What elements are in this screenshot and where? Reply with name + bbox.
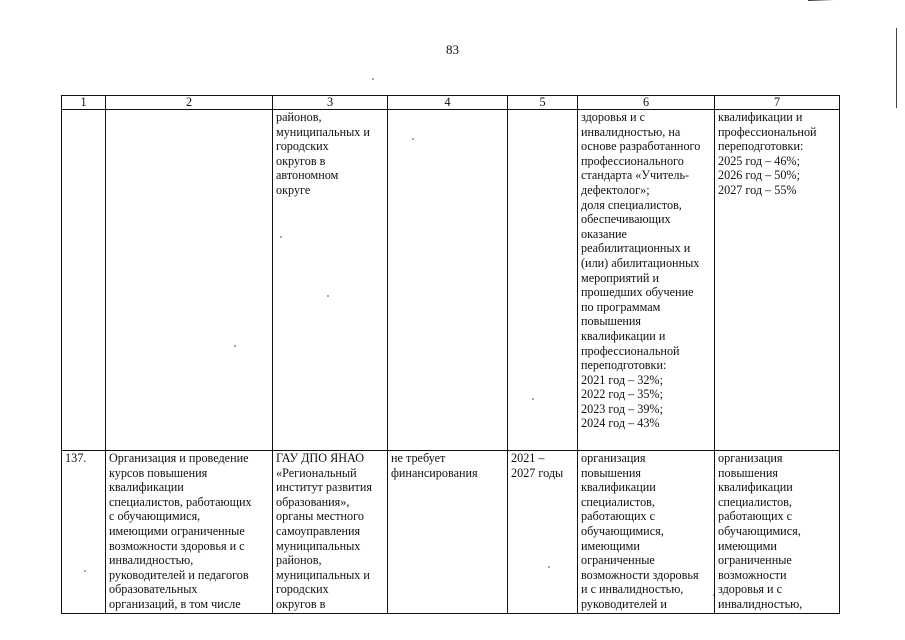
column-number: 4	[388, 96, 508, 110]
funding-cell: не требует финансирования	[388, 451, 508, 614]
column-number: 5	[508, 96, 578, 110]
page-number: 83	[446, 42, 459, 57]
column-number: 2	[106, 96, 273, 110]
funding-cell	[388, 110, 508, 451]
column-number: 1	[62, 96, 106, 110]
activity-name-cell: Организация и проведение курсов повышения квалификации специалистов, работающих с обучающимися, имеющими ограниченные возможности здоровья и с инвалидностью, руководителей и педагогов образовательных организаций, в том числе	[106, 451, 273, 614]
scan-speck	[372, 78, 374, 80]
column-number: 3	[273, 96, 388, 110]
activity-name-cell	[106, 110, 273, 451]
period-cell: 2021 – 2027 годы	[508, 451, 578, 614]
scan-edge-line	[808, 0, 905, 1]
indicator-cell: квалификации и профессиональной переподготовки: 2025 год – 46%; 2026 год – 50%; 2027 год – 55%	[715, 110, 840, 451]
program-table	[61, 95, 840, 614]
result-cell: здоровья и с инвалидностью, на основе разработанного профессионального стандарта «Учитель- дефектолог»; доля специалистов, обеспечивающих оказание реабилитационных и (или) абилитационных мероприятий и прошедших обучение по программам повышения квалификации и профессиональной переподготовки: 2021 год – 32%; 2022 год – 35%; 2023 год – 39%; 2024 год – 43%	[578, 110, 715, 451]
scan-right-edge	[896, 28, 897, 108]
responsible-cell: районов, муниципальных и городских округов в автономном округе	[273, 110, 388, 451]
item-number-cell	[62, 110, 106, 451]
column-number-row	[62, 96, 840, 110]
item-number-cell: 137.	[62, 451, 106, 614]
table-row	[62, 110, 840, 451]
period-cell	[508, 110, 578, 451]
indicator-cell: организация повышения квалификации специалистов, работающих с обучающимися, имеющими ограниченные возможности здоровья и с инвалидностью,	[715, 451, 840, 614]
column-number: 6	[578, 96, 715, 110]
table-row	[62, 451, 840, 614]
column-number: 7	[715, 96, 840, 110]
responsible-cell: ГАУ ДПО ЯНАО «Региональный институт развития образования», органы местного самоуправления муниципальных районов, муниципальных и городских округов в	[273, 451, 388, 614]
result-cell: организация повышения квалификации специалистов, работающих с обучающимися, имеющими ограниченные возможности здоровья и с инвалидностью, руководителей и	[578, 451, 715, 614]
